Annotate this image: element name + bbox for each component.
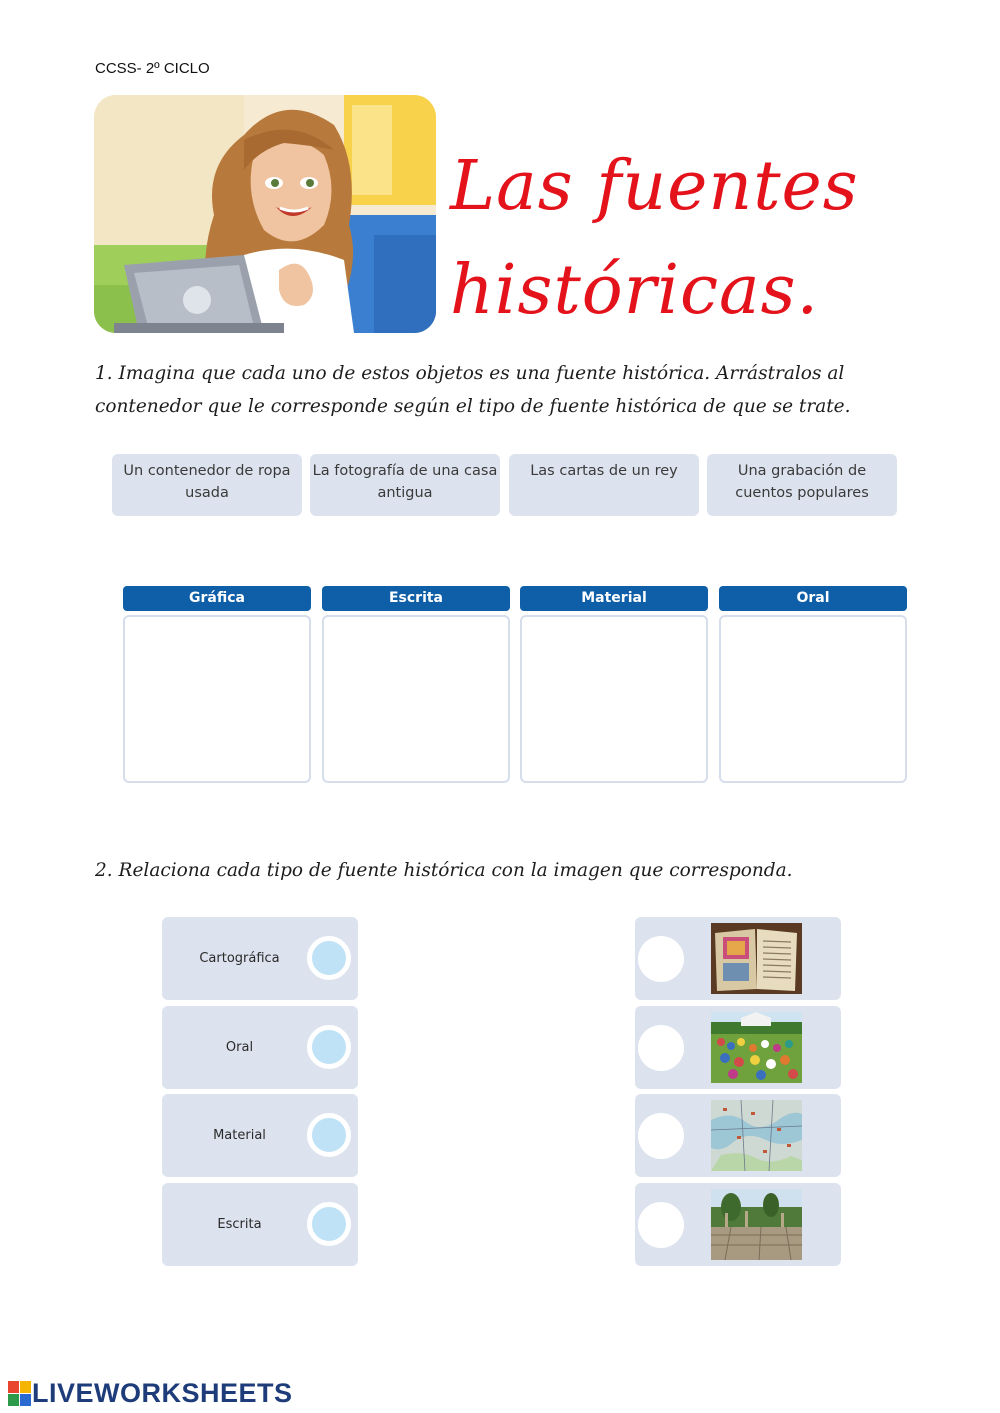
- roman-ruins-photo: [711, 1189, 802, 1260]
- exercise2-instruction: 2. Relaciona cada tipo de fuente histórica con la imagen que corresponda.: [95, 860, 793, 881]
- drop-zone-grafica[interactable]: [123, 615, 311, 783]
- match-left-label: Oral: [225, 1040, 254, 1055]
- draggable-item[interactable]: Las cartas de un rey: [509, 454, 699, 516]
- category-header-oral: Oral: [719, 586, 907, 611]
- match-left-item[interactable]: [162, 1183, 358, 1266]
- match-left-item[interactable]: [162, 1006, 358, 1089]
- page-title: Las fuentes históricas.: [450, 147, 859, 330]
- match-right-item[interactable]: [635, 1094, 841, 1177]
- match-right-item[interactable]: [635, 917, 841, 1000]
- liveworksheets-logo: [8, 1378, 293, 1409]
- connector-dot[interactable]: [307, 1025, 351, 1069]
- liveworksheets-blocks-icon: [8, 1381, 32, 1407]
- drop-zone-escrita[interactable]: [322, 615, 510, 783]
- connector-dot[interactable]: [638, 936, 684, 982]
- connector-dot[interactable]: [307, 1113, 351, 1157]
- match-right-item[interactable]: [635, 1183, 841, 1266]
- drop-zone-oral[interactable]: [719, 615, 907, 783]
- exercise1-instruction: 1. Imagina que cada uno de estos objetos es una fuente histórica. Arrástralos al contenedor que le corresponde según el tipo de fuente histórica de que se trate.: [95, 363, 851, 417]
- old-map-photo: [711, 1100, 802, 1171]
- connector-dot[interactable]: [307, 936, 351, 980]
- draggable-item[interactable]: Un contenedor de ropa usada: [112, 454, 302, 516]
- people-outdoors-photo: [711, 1012, 802, 1083]
- connector-dot[interactable]: [638, 1113, 684, 1159]
- drop-zone-material[interactable]: [520, 615, 708, 783]
- match-right-item[interactable]: [635, 1006, 841, 1089]
- draggable-item[interactable]: Una grabación de cuentos populares: [707, 454, 897, 516]
- match-left-item[interactable]: [162, 917, 358, 1000]
- subject-label: CCSS- 2º CICLO: [95, 60, 210, 77]
- match-left-label: Escrita: [217, 1217, 262, 1232]
- teacher-avatar-illustration: [94, 95, 436, 333]
- category-header-grafica: Gráfica: [123, 586, 311, 611]
- draggable-item[interactable]: La fotografía de una casa antigua: [310, 454, 500, 516]
- connector-dot[interactable]: [638, 1025, 684, 1071]
- match-left-label: Material: [213, 1128, 266, 1143]
- open-book-photo: [711, 923, 802, 994]
- match-left-label: Cartográfica: [199, 951, 280, 966]
- connector-dot[interactable]: [638, 1202, 684, 1248]
- match-left-item[interactable]: [162, 1094, 358, 1177]
- brand-name: LIVEWORKSHEETS: [32, 1378, 293, 1408]
- connector-dot[interactable]: [307, 1202, 351, 1246]
- category-header-material: Material: [520, 586, 708, 611]
- category-header-escrita: Escrita: [322, 586, 510, 611]
